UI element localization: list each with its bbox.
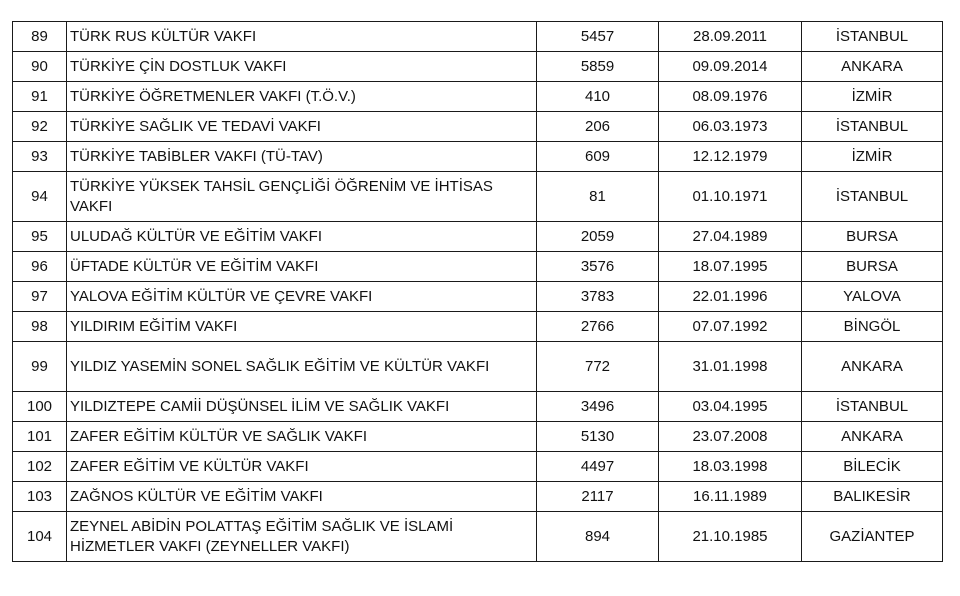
registry-number-cell: 5457 bbox=[537, 22, 659, 52]
foundation-name-cell: ZEYNEL ABİDİN POLATTAŞ EĞİTİM SAĞLIK VE İSLAMİ HİZMETLER VAKFI (ZEYNELLER VAKFI) bbox=[67, 512, 537, 562]
city-cell: BURSA bbox=[802, 252, 943, 282]
table-row bbox=[13, 172, 943, 222]
foundation-name-cell: ZAFER EĞİTİM VE KÜLTÜR VAKFI bbox=[67, 452, 537, 482]
row-number-cell: 90 bbox=[13, 52, 67, 82]
registry-number-cell: 772 bbox=[537, 342, 659, 392]
city-cell: GAZİANTEP bbox=[802, 512, 943, 562]
table-row bbox=[13, 422, 943, 452]
registry-number-cell: 2059 bbox=[537, 222, 659, 252]
founding-date-cell: 03.04.1995 bbox=[659, 392, 802, 422]
foundation-name-cell: ÜFTADE KÜLTÜR VE EĞİTİM VAKFI bbox=[67, 252, 537, 282]
city-cell: BİLECİK bbox=[802, 452, 943, 482]
founding-date-cell: 01.10.1971 bbox=[659, 172, 802, 222]
foundation-name-cell: TÜRK RUS KÜLTÜR VAKFI bbox=[67, 22, 537, 52]
foundation-name-cell: YALOVA EĞİTİM KÜLTÜR VE ÇEVRE VAKFI bbox=[67, 282, 537, 312]
foundation-name-cell: TÜRKİYE SAĞLIK VE TEDAVİ VAKFI bbox=[67, 112, 537, 142]
city-cell: BİNGÖL bbox=[802, 312, 943, 342]
row-number-cell: 103 bbox=[13, 482, 67, 512]
row-number-cell: 94 bbox=[13, 172, 67, 222]
row-number-cell: 99 bbox=[13, 342, 67, 392]
founding-date-cell: 22.01.1996 bbox=[659, 282, 802, 312]
row-number-cell: 93 bbox=[13, 142, 67, 172]
row-number-cell: 97 bbox=[13, 282, 67, 312]
row-number-cell: 100 bbox=[13, 392, 67, 422]
table-row bbox=[13, 22, 943, 52]
founding-date-cell: 21.10.1985 bbox=[659, 512, 802, 562]
table-row bbox=[13, 282, 943, 312]
registry-number-cell: 81 bbox=[537, 172, 659, 222]
founding-date-cell: 09.09.2014 bbox=[659, 52, 802, 82]
table-row bbox=[13, 82, 943, 112]
table-row bbox=[13, 142, 943, 172]
city-cell: İZMİR bbox=[802, 82, 943, 112]
row-number-cell: 95 bbox=[13, 222, 67, 252]
founding-date-cell: 28.09.2011 bbox=[659, 22, 802, 52]
foundation-table bbox=[12, 21, 943, 562]
founding-date-cell: 16.11.1989 bbox=[659, 482, 802, 512]
city-cell: BALIKESİR bbox=[802, 482, 943, 512]
foundation-name-cell: ZAĞNOS KÜLTÜR VE EĞİTİM VAKFI bbox=[67, 482, 537, 512]
city-cell: İSTANBUL bbox=[802, 172, 943, 222]
city-cell: ANKARA bbox=[802, 342, 943, 392]
registry-number-cell: 609 bbox=[537, 142, 659, 172]
registry-number-cell: 894 bbox=[537, 512, 659, 562]
founding-date-cell: 27.04.1989 bbox=[659, 222, 802, 252]
registry-number-cell: 5130 bbox=[537, 422, 659, 452]
founding-date-cell: 31.01.1998 bbox=[659, 342, 802, 392]
row-number-cell: 96 bbox=[13, 252, 67, 282]
registry-number-cell: 206 bbox=[537, 112, 659, 142]
registry-number-cell: 4497 bbox=[537, 452, 659, 482]
city-cell: BURSA bbox=[802, 222, 943, 252]
registry-number-cell: 5859 bbox=[537, 52, 659, 82]
foundation-name-cell: YILDIZ YASEMİN SONEL SAĞLIK EĞİTİM VE KÜLTÜR VAKFI bbox=[67, 342, 537, 392]
foundation-name-cell: YILDIZTEPE CAMİİ DÜŞÜNSEL İLİM VE SAĞLIK VAKFI bbox=[67, 392, 537, 422]
city-cell: İSTANBUL bbox=[802, 112, 943, 142]
city-cell: YALOVA bbox=[802, 282, 943, 312]
foundation-name-cell: ULUDAĞ KÜLTÜR VE EĞİTİM VAKFI bbox=[67, 222, 537, 252]
row-number-cell: 89 bbox=[13, 22, 67, 52]
table-row bbox=[13, 312, 943, 342]
foundation-name-cell: ZAFER EĞİTİM KÜLTÜR VE SAĞLIK VAKFI bbox=[67, 422, 537, 452]
founding-date-cell: 12.12.1979 bbox=[659, 142, 802, 172]
row-number-cell: 92 bbox=[13, 112, 67, 142]
founding-date-cell: 06.03.1973 bbox=[659, 112, 802, 142]
table-row bbox=[13, 252, 943, 282]
table-row bbox=[13, 482, 943, 512]
founding-date-cell: 08.09.1976 bbox=[659, 82, 802, 112]
row-number-cell: 91 bbox=[13, 82, 67, 112]
row-number-cell: 101 bbox=[13, 422, 67, 452]
registry-number-cell: 2766 bbox=[537, 312, 659, 342]
table-row bbox=[13, 222, 943, 252]
row-number-cell: 98 bbox=[13, 312, 67, 342]
row-number-cell: 102 bbox=[13, 452, 67, 482]
registry-number-cell: 3496 bbox=[537, 392, 659, 422]
foundation-name-cell: TÜRKİYE YÜKSEK TAHSİL GENÇLİĞİ ÖĞRENİM VE İHTİSAS VAKFI bbox=[67, 172, 537, 222]
registry-number-cell: 3576 bbox=[537, 252, 659, 282]
row-number-cell: 104 bbox=[13, 512, 67, 562]
city-cell: İSTANBUL bbox=[802, 22, 943, 52]
table-row bbox=[13, 392, 943, 422]
foundation-name-cell: TÜRKİYE TABİBLER VAKFI (TÜ-TAV) bbox=[67, 142, 537, 172]
table-row bbox=[13, 112, 943, 142]
founding-date-cell: 18.07.1995 bbox=[659, 252, 802, 282]
foundation-list-sheet bbox=[12, 21, 942, 562]
table-row bbox=[13, 452, 943, 482]
foundation-name-cell: TÜRKİYE ÖĞRETMENLER VAKFI (T.Ö.V.) bbox=[67, 82, 537, 112]
registry-number-cell: 410 bbox=[537, 82, 659, 112]
registry-number-cell: 3783 bbox=[537, 282, 659, 312]
founding-date-cell: 23.07.2008 bbox=[659, 422, 802, 452]
city-cell: ANKARA bbox=[802, 422, 943, 452]
city-cell: İZMİR bbox=[802, 142, 943, 172]
registry-number-cell: 2117 bbox=[537, 482, 659, 512]
founding-date-cell: 18.03.1998 bbox=[659, 452, 802, 482]
foundation-table-body bbox=[13, 22, 943, 562]
city-cell: ANKARA bbox=[802, 52, 943, 82]
table-row bbox=[13, 52, 943, 82]
foundation-name-cell: YILDIRIM EĞİTİM VAKFI bbox=[67, 312, 537, 342]
table-row bbox=[13, 512, 943, 562]
city-cell: İSTANBUL bbox=[802, 392, 943, 422]
foundation-name-cell: TÜRKİYE ÇİN DOSTLUK VAKFI bbox=[67, 52, 537, 82]
table-row bbox=[13, 342, 943, 392]
founding-date-cell: 07.07.1992 bbox=[659, 312, 802, 342]
